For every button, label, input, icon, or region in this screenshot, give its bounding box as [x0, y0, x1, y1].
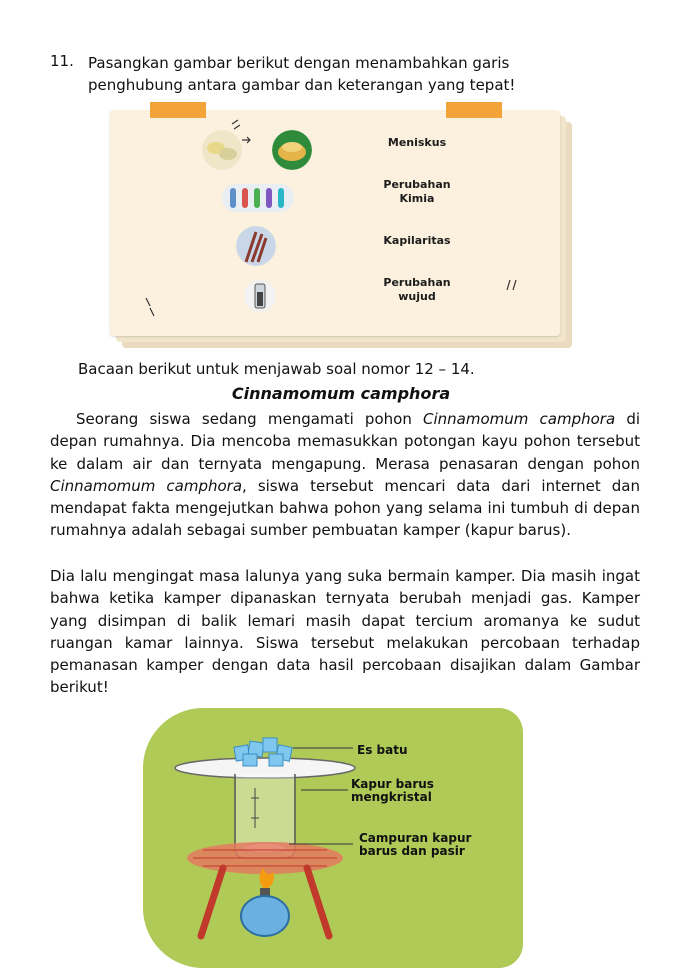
- decorative-scribbles: [110, 110, 560, 336]
- matching-card: [110, 110, 570, 350]
- label-crystal: Kapur barus mengkristal: [351, 777, 434, 804]
- species-name: Cinnamomum camphora: [50, 476, 243, 495]
- label-perubahan-wujud: Perubahan wujud: [383, 276, 451, 303]
- reading-intro: Bacaan berikut untuk menjawab soal nomor 12 – 14.: [78, 360, 475, 378]
- species-name: Cinnamomum camphora: [423, 410, 616, 428]
- cake-thumbnail: [272, 130, 312, 170]
- label-ice: Es batu: [357, 743, 408, 757]
- question-text: Pasangkan gambar berikut dengan menambahkan garis penghubung antara gambar dan keterangan yang tepat!: [88, 54, 516, 94]
- label-meniskus: Meniskus: [387, 136, 447, 149]
- plant-stems-icon: [236, 226, 276, 266]
- paragraph-2: Dia lalu mengingat masa lalunya yang suka bermain kamper. Dia masih ingat bahwa ketika kamper dipanaskan ternyata berubah menjadi gas. Kamper yang disimpan di balik lemari masih dapat tercium aromanya ke sudut ruangan kamar lainnya. Siswa tersebut melakukan percobaan terhadap pemanasan kamper dengan data hasil percobaan disajikan dalam Gambar berikut!: [50, 567, 640, 697]
- label-kapilaritas: Kapilaritas: [383, 234, 451, 247]
- lemon-thumbnail: [202, 130, 242, 170]
- colored-test-tubes-icon: [222, 184, 294, 212]
- glass-tube-icon: [244, 280, 276, 312]
- label-mixture: Campuran kapur barus dan pasir: [359, 831, 472, 858]
- label-perubahan-kimia: Perubahan Kimia: [383, 178, 451, 205]
- reading-title: Cinnamomum camphora: [231, 384, 451, 403]
- experiment-figure: [143, 708, 523, 968]
- question-number: 11.: [50, 52, 74, 70]
- paragraph-1: Seorang siswa sedang mengamati pohon Cinnamomum camphora di depan rumahnya. Dia mencoba memasukkan potongan kayu pohon tersebut ke dalam air dan ternyata mengapung. Merasa penasaran dengan pohon Cinnamomum camphora, siswa tersebut mencari data dari internet dan mendapat fakta mengejutkan bahwa pohon yang selama ini tumbuh di depan rumahnya adalah sebagai sumber pembuatan kamper (kapur barus).: [50, 410, 641, 540]
